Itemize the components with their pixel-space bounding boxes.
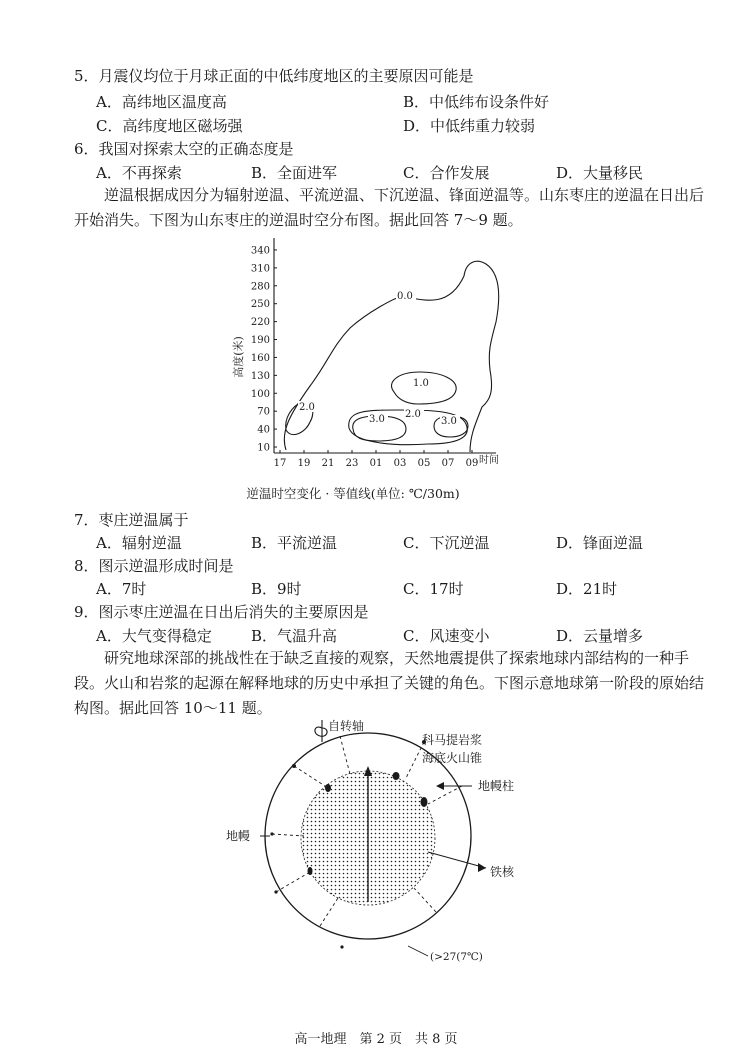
- q7-option-a: A．辐射逆温: [96, 534, 182, 552]
- y-tick-label-2: 70: [257, 406, 270, 418]
- q6-option-d: D．大量移民: [556, 164, 644, 182]
- page-footer: 高一地理 第 2 页 共 8 页: [294, 1032, 458, 1047]
- passage-earth: 研究地球深部的挑战性在于缺乏直接的观察，天然地震提供了探索地球内部结构的一种手段。火山和岩浆的起源在解释地球的历史中承担了关键的角色。下图示意地球第一阶段的原始结构图。据此回答 10～11 题。: [74, 649, 705, 717]
- label-iron-core: 铁核: [490, 865, 515, 879]
- label-seamount: 海底火山锥: [422, 751, 483, 765]
- contour-label-0: 0.0: [397, 291, 413, 302]
- contour-0: [284, 261, 498, 452]
- q7-option-d: D．锋面逆温: [556, 534, 644, 552]
- y-tick-label-0: 10: [257, 442, 270, 454]
- q8-option-c: C．17时: [403, 580, 464, 598]
- q6-stem: 6．我国对探索太空的正确态度是: [74, 140, 294, 158]
- q5-option-b: B．中低纬布设条件好: [403, 93, 550, 111]
- label-rotation-axis: 自转轴: [328, 719, 365, 733]
- x-tick-label-2: 21: [321, 458, 335, 469]
- q7-option-b: B．平流逆温: [251, 534, 338, 552]
- q8-stem: 8．图示逆温形成时间是: [74, 557, 234, 575]
- y-axis-label: 高度(米): [232, 336, 245, 378]
- y-tick-label-4: 130: [250, 370, 270, 382]
- x-axis-label: 时间: [479, 455, 499, 466]
- contour-label-3b: 3.0: [441, 416, 457, 427]
- x-tick-label-3: 23: [345, 458, 359, 469]
- y-tick-group: [251, 245, 277, 453]
- contour-label-2b: 2.0: [405, 409, 421, 420]
- q9-option-c: C．风速变小: [403, 627, 490, 645]
- y-tick-label-5: 160: [250, 352, 270, 364]
- label-plume: 地幔柱: [478, 779, 515, 793]
- y-tick-label-11: 340: [250, 245, 270, 257]
- y-tick-label-6: 190: [250, 335, 270, 347]
- q6-option-b: B．全面进军: [251, 164, 338, 182]
- q5-stem: 5．月震仪均位于月球正面的中低纬度地区的主要原因可能是: [74, 67, 474, 85]
- x-tick-label-5: 03: [393, 458, 407, 469]
- label-komatiite: 科马提岩浆: [422, 733, 483, 747]
- label-mantle: 地幔: [226, 829, 251, 843]
- y-tick-label-10: 310: [250, 263, 270, 275]
- q8-option-a: A．7时: [96, 580, 147, 598]
- q6-option-c: C．合作发展: [403, 164, 490, 182]
- y-tick-label-3: 100: [250, 388, 270, 400]
- inversion-contour-chart: [228, 232, 518, 508]
- x-tick-label-1: 19: [297, 458, 311, 469]
- q9-option-b: B．气温升高: [251, 627, 338, 645]
- q9-option-a: A．大气变得稳定: [96, 627, 212, 645]
- y-tick-label-1: 40: [257, 424, 270, 436]
- x-tick-label-0: 17: [273, 458, 287, 469]
- earth-structure-figure: [210, 716, 540, 966]
- q6-option-a: A．不再探索: [96, 164, 182, 182]
- passage-inversion: 逆温根据成因分为辐射逆温、平流逆温、下沉逆温、锋面逆温等。山东枣庄的逆温在日出后开始消失。下图为山东枣庄的逆温时空分布图。据此回答 7～9 题。: [74, 186, 705, 229]
- x-tick-group: [274, 450, 479, 469]
- q9-option-d: D．云量增多: [556, 627, 644, 645]
- contour-label-1: 1.0: [413, 378, 429, 389]
- q5-option-a: A．高纬地区温度高: [96, 93, 227, 111]
- chart-title: 逆温时空变化 · 等值线(单位: ℃/30m): [246, 486, 460, 501]
- label-temperature: (>27(7℃): [430, 951, 483, 963]
- contour-label-3a: 3.0: [369, 414, 385, 425]
- q7-stem: 7．枣庄逆温属于: [74, 511, 189, 529]
- q8-option-b: B．9时: [251, 580, 302, 598]
- q5-option-d: D．中低纬重力较弱: [403, 117, 536, 135]
- x-tick-label-4: 01: [369, 458, 383, 469]
- q5-option-c: C．高纬度地区磁场强: [96, 117, 243, 135]
- x-tick-label-8: 09: [465, 458, 479, 469]
- x-tick-label-6: 05: [417, 458, 431, 469]
- q7-option-c: C．下沉逆温: [403, 534, 490, 552]
- q8-option-d: D．21时: [556, 580, 618, 598]
- q9-stem: 9．图示枣庄逆温在日出后消失的主要原因是: [74, 603, 369, 621]
- x-tick-label-7: 07: [441, 458, 455, 469]
- y-tick-label-7: 220: [250, 317, 270, 329]
- y-tick-label-9: 280: [250, 281, 270, 293]
- contour-label-2a: 2.0: [299, 402, 315, 413]
- y-tick-label-8: 250: [250, 299, 270, 311]
